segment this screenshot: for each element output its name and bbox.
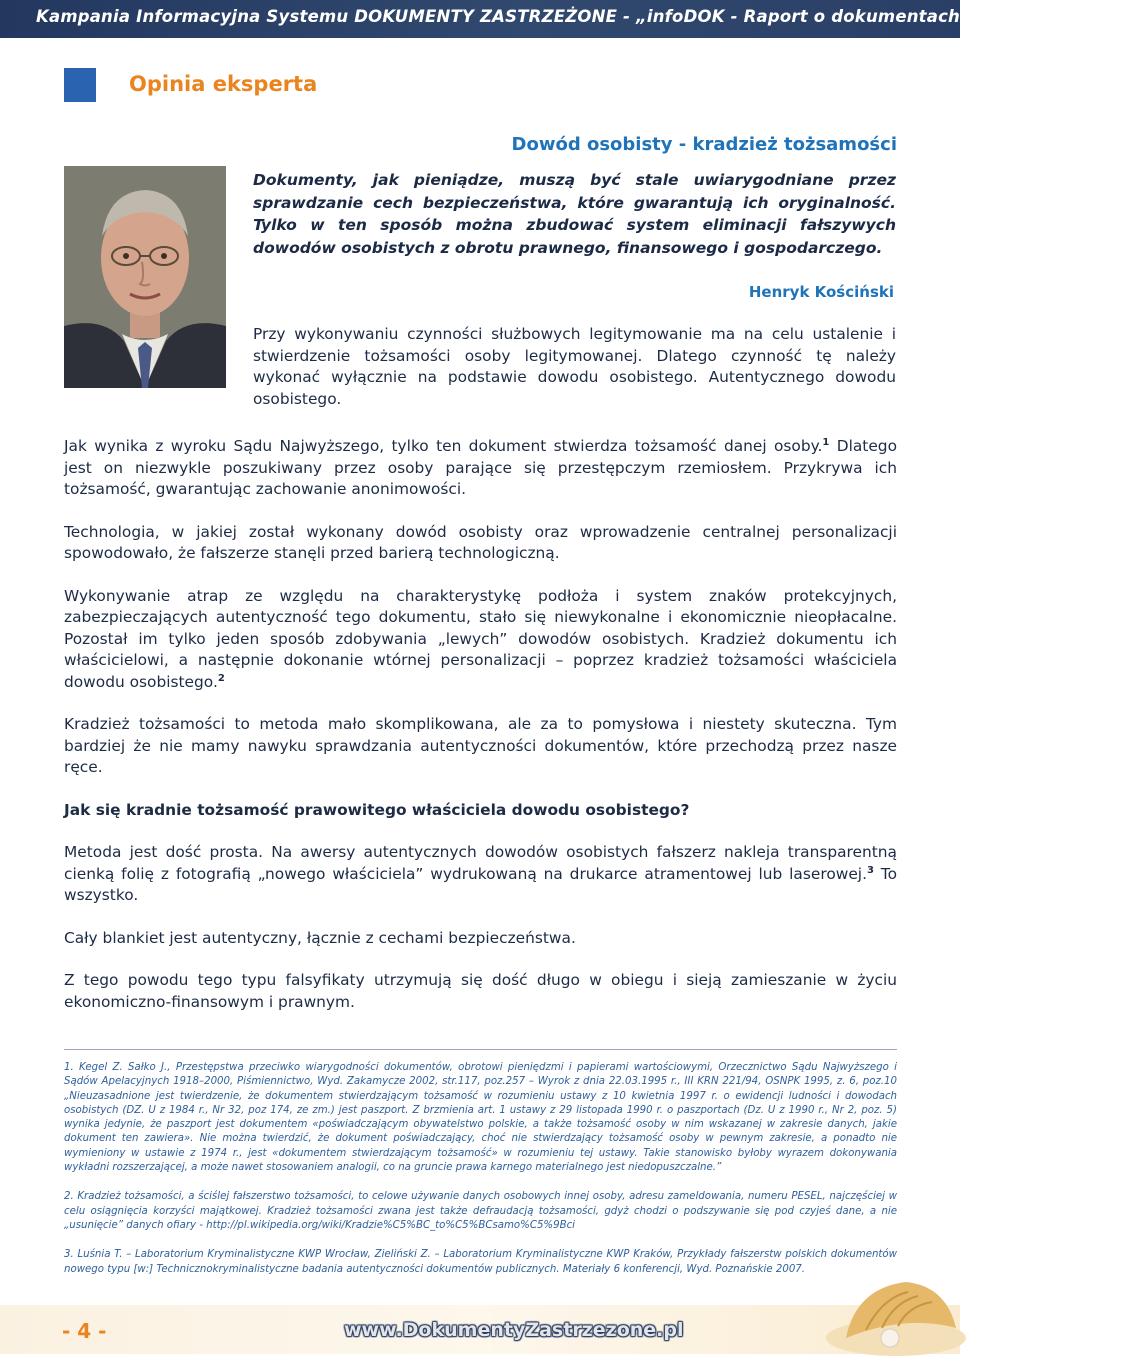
- paragraph-counterfeits: [64, 586, 897, 694]
- article-body: [64, 436, 897, 1034]
- paragraph-intro: Przy wykonywaniu czynności służbowych legitymowanie ma na celu ustalenie i stwierdzenie tożsamości osoby legitymowanej. Dlatego czynność tę należy wykonać wyłącznie na podstawie dowodu osobistego. Autentycznego dowodu osobistego.: [253, 325, 896, 408]
- paragraph-text: Metoda jest dość prosta. Na awersy autentycznych dowodów osobistych fałszerz nakleja transparentną cienką folię z fotografią „nowego właściciela” wydrukowaną na drukarce atramentowej lub laserowej.: [64, 843, 897, 883]
- section-marker-square: [64, 68, 96, 102]
- paragraph-blank: Cały blankiet jest autentyczny, łącznie z cechami bezpieczeństwa.: [64, 928, 576, 947]
- paragraph-technology: Technologia, w jakiej został wykonany dowód osobisty oraz wprowadzenie centralnej personalizacji spowodowało, że fałszerze stanęli przed barierą technologiczną.: [64, 522, 897, 562]
- author-name: Henryk Kościński: [748, 283, 894, 301]
- footnote-reference: 2: [217, 672, 225, 684]
- website-link[interactable]: www.DokumentyZastrzezone.pl: [344, 1319, 684, 1341]
- pearl-shell-icon: [786, 1268, 960, 1354]
- paragraph-identity-theft: Kradzież tożsamości to metoda mało skomplikowana, ale za to pomysłowa i niestety skuteczna. Tym bardziej że nie mamy nawyku sprawdzania autentyczności dokumentów, które przechodzą przez nasze ręce.: [64, 715, 897, 776]
- article-title: Dowód osobisty - kradzież tożsamości: [511, 134, 897, 155]
- section-title: Opinia eksperta: [129, 72, 318, 96]
- paragraph-conclusion: Z tego powodu tego typu falsyfikaty utrzymują się dość długo w obiegu i sieją zamieszanie w życiu ekonomiczno-finansowym i prawnym.: [64, 971, 897, 1011]
- footnote-reference: 3: [866, 864, 874, 876]
- portrait-illustration: [64, 166, 226, 388]
- article-lead: Dokumenty, jak pieniądze, muszą być stale uwiarygodniane przez sprawdzanie cech bezpieczeństwa, które gwarantują ich oryginalność. Tylko w ten sposób można zbudować system eliminacji fałszywych dowodów osobistych z obrotu prawnego, finansowego i gospodarczego.: [253, 171, 896, 257]
- subheading-question: Jak się kradnie tożsamość prawowitego właściciela dowodu osobistego?: [64, 800, 690, 819]
- author-portrait-photo: [64, 166, 226, 388]
- paragraph-method: [64, 842, 897, 907]
- footnote-divider: [64, 1049, 897, 1050]
- footnotes: [64, 1061, 897, 1292]
- paragraph-text: To wszystko.: [64, 864, 898, 904]
- paragraph-text: Wykonywanie atrap ze względu na charakterystykę podłoża i system znaków protekcyjnych, zabezpieczających autentyczność tego dokumentu, stało się niewykonalne i ekonomicznie nieopłacalne. Pozostał im tylko jeden sposób zdobywania „lewych” dowodów osobistych. Kradzież dokumentu ich właścicielowi, a następnie dokonanie wtórnej personalizacji – poprzez kradzież tożsamości właściciela dowodu osobistego.: [64, 586, 897, 691]
- running-header-bar: [0, 0, 1127, 38]
- footnote-3: 3. Luśnia T. – Laboratorium Kryminalistyczne KWP Wrocław, Zieliński Z. – Laboratorium Kryminalistyczne KWP Kraków, Przykłady fałszerstw polskich dokumentów nowego typu [w:] Technicznokryminalistyczne badania autentyczności dokumentów publicznych. Materiały 6 konferencji, Wyd. Poznańskie 2007.: [64, 1249, 897, 1275]
- page-number: - 4 -: [62, 1319, 107, 1343]
- paragraph-text: Dlatego jest on niezwykle poszukiwany przez osoby parające się przestępczym rzemiosłem. Przykrywa ich tożsamość, gwarantując zachowanie anonimowości.: [64, 437, 897, 498]
- paragraph-text: Jak wynika z wyroku Sądu Najwyższego, tylko ten dokument stwierdza tożsamość danej osoby.: [64, 437, 823, 455]
- paragraph-supreme-court: [64, 436, 897, 501]
- running-header-title: Kampania Informacyjna Systemu DOKUMENTY ZASTRZEŻONE - „infoDOK - Raport o dokumentach - I kwartał 2011”: [36, 7, 1127, 26]
- footnote-reference: 1: [822, 436, 830, 448]
- footnote-2: 2. Kradzież tożsamości, a ściślej fałszerstwo tożsamości, to celowe używanie danych osobowych innej osoby, adresu zameldowania, numeru PESEL, najczęściej w celu osiągnięcia korzyści majątkowej. Kradzież tożsamości zwana jest także defraudacją tożsamości, gdyż chodzi o podszywanie się pod czyjeś dane, a nie „usunięcie” danych ofiary - http://pl.wikipedia.org/wiki/Kradzie%C5%BC_to%C5%BCsamo%C5%9Bci: [64, 1191, 897, 1231]
- footnote-1: 1. Kegel Z. Sałko J., Przestępstwa przeciwko wiarygodności dokumentów, obrotowi pieniędzmi i papierami wartościowymi, Orzecznictwo Sądu Najwyższego i Sądów Apelacyjnych 1918–2000, Piśmiennictwo, Wyd. Zakamycze 2002, str.117, poz.257 – Wyrok z dnia 22.03.1995 r., III KRN 221/94, OSNPK 1995, z. 6, poz.10 „Nieuzasadnione jest twierdzenie, że dokumentem stwierdzającym tożsamość w rozumieniu ustawy z 10 kwietnia 1997 r. o ewidencji ludności i dowodach osobistych (DZ. U z 1984 r., Nr 32, poz 174, ze zm.) jest paszport. Z brzmienia art. 1 ustawy z 29 listopada 1990 r. o paszportach (Dz. U z 1990 r., Nr 2, poz. 5) wynika jedynie, że paszport jest dokumentem «poświadczającym obywatelstwo polskie, a także tożsamość osoby w nim wskazanej w zakresie danych, jakie dokument ten zawiera». Nie można twierdzić, że dokument poświadczający, choć nie stwierdzający tożsamość osoby w pewnym zakresie, a ponadto nie wymieniony w ustawie z 1974 r., jest «dokumentem stwierdzającym tożsamość» w rozumieniu tej ustawy. Takie stanowisko byłoby wyrazem dokonywania wykładni rozszerzającej, a może nawet stosowaniem analogii, co na gruncie prawa karnego materialnego jest niedopuszczalne.”: [64, 1062, 897, 1174]
